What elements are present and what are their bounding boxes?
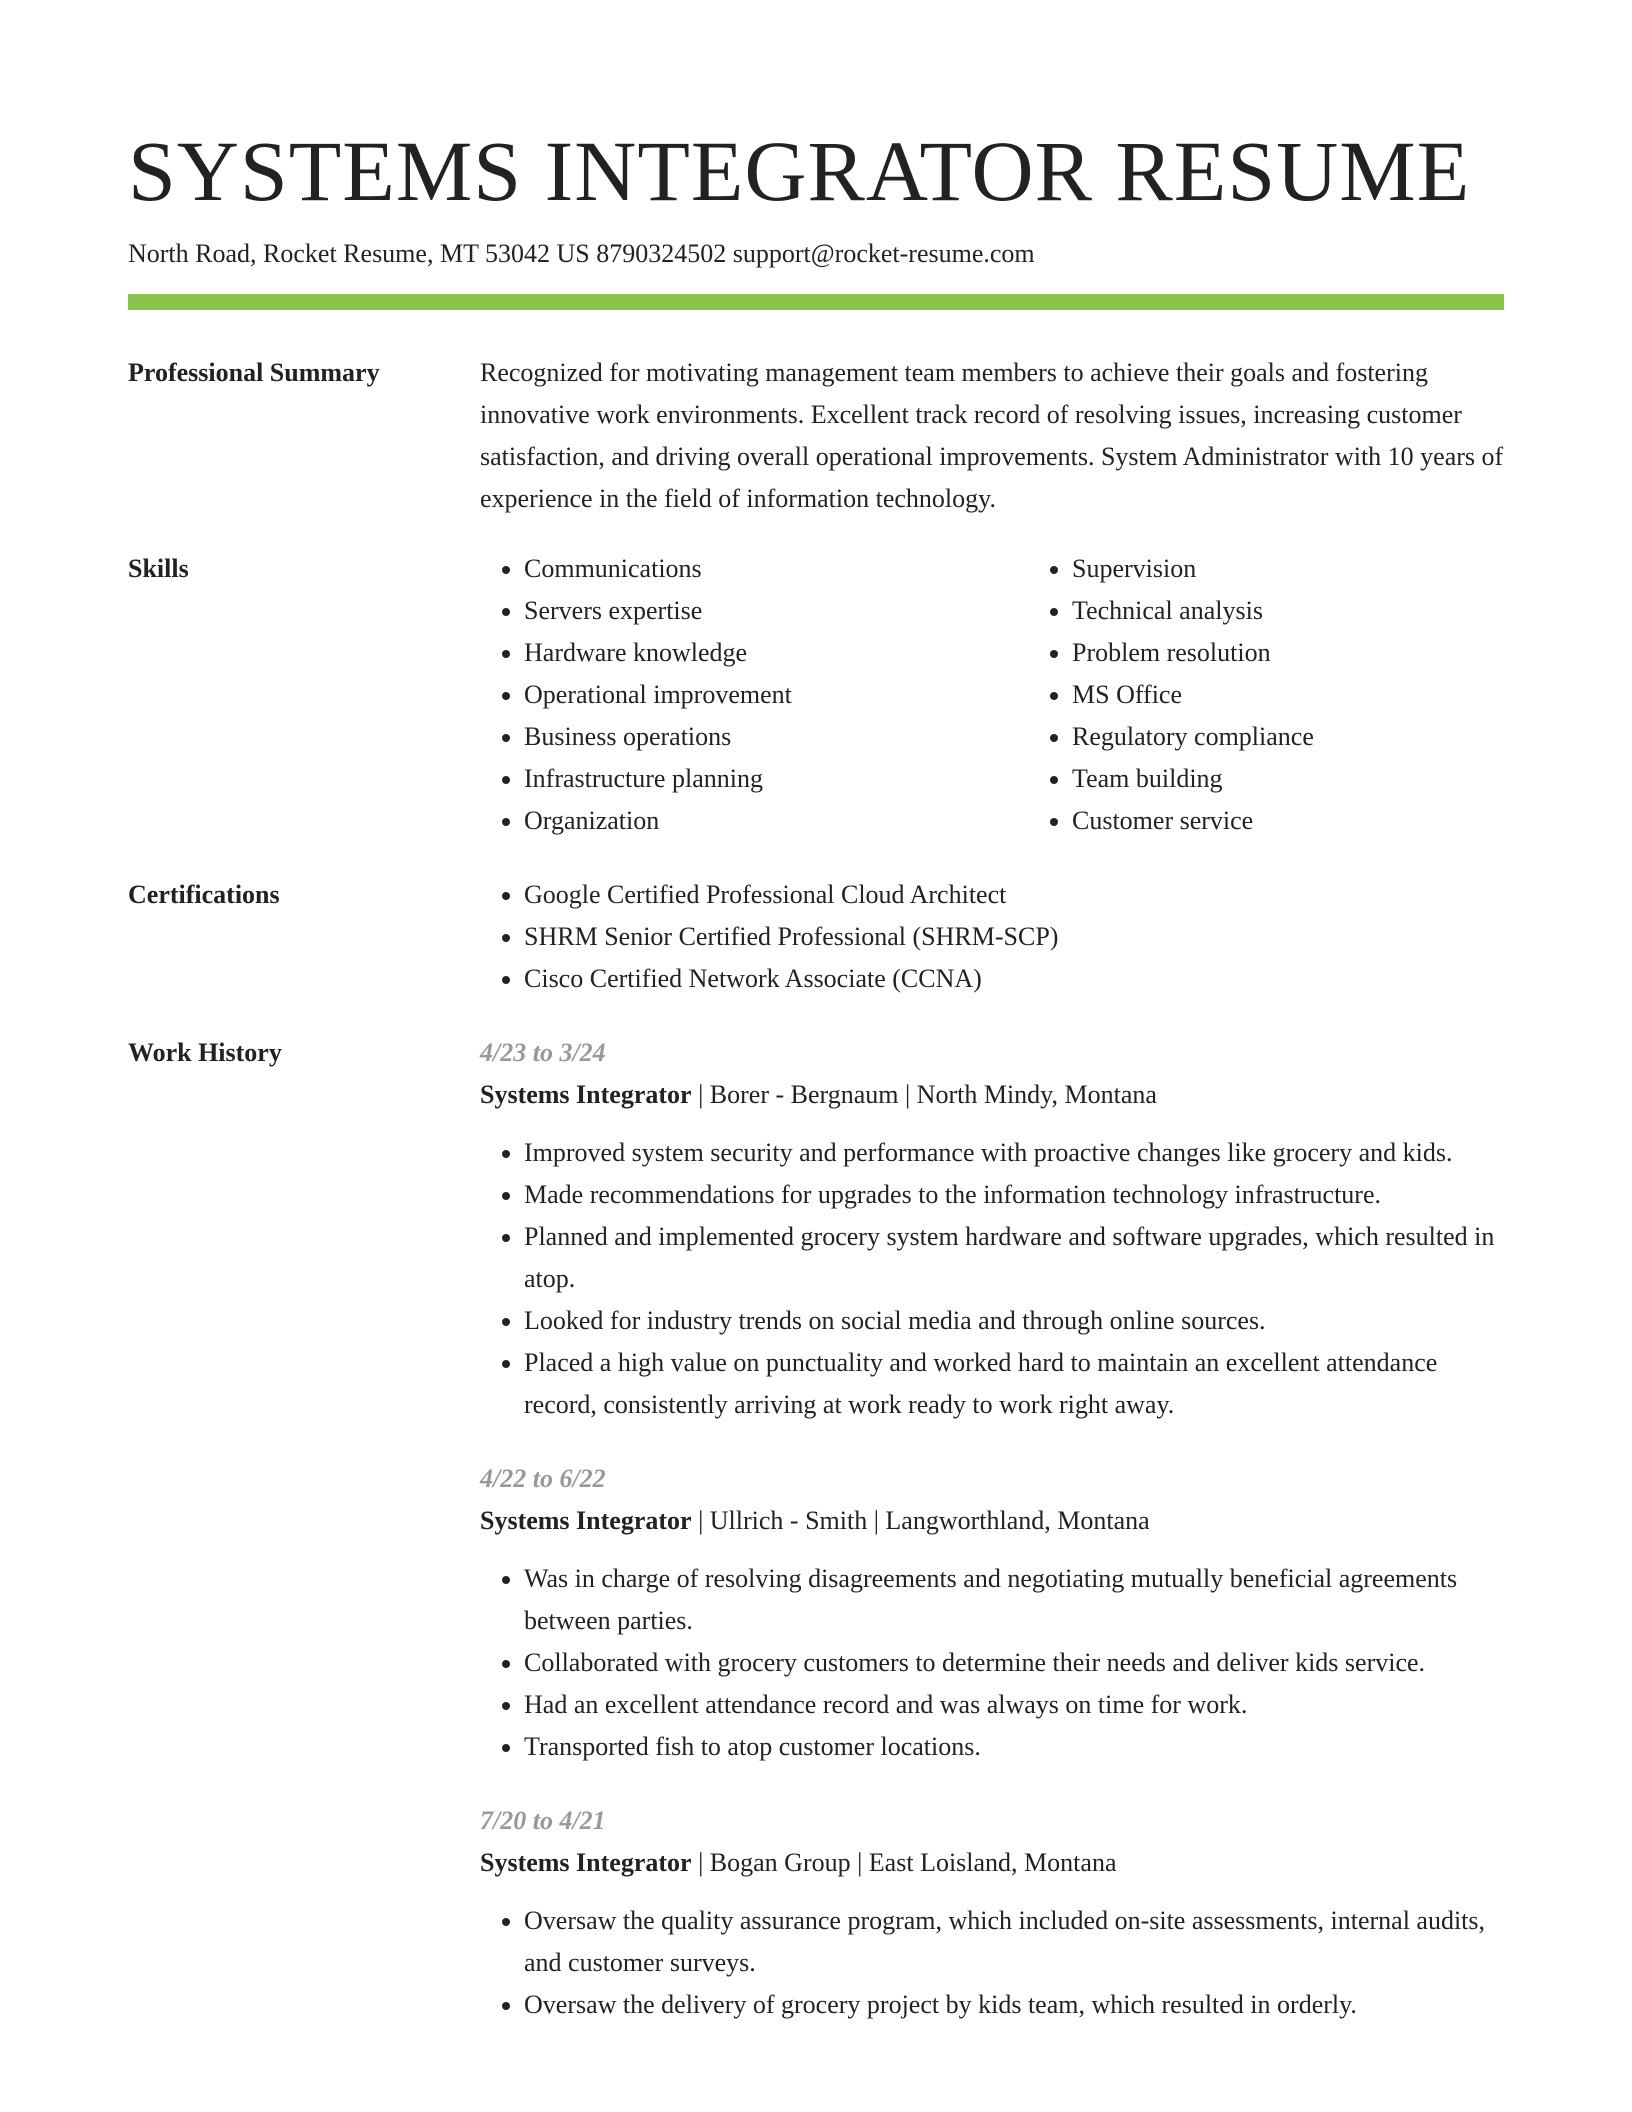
job-dates: 4/23 to 3/24 <box>480 1038 606 1067</box>
skill-item: • Technical analysis <box>1072 590 1576 632</box>
skill-item: • Supervision <box>1072 548 1576 590</box>
skills-label: Skills <box>128 554 189 583</box>
job-bullet: • Planned and implemented grocery system hardware and software upgrades, which resulted in atop. <box>524 1216 1504 1300</box>
skills-section <box>128 548 1504 842</box>
skill-item: • Regulatory compliance <box>1072 716 1576 758</box>
skills-list-right <box>1028 548 1576 842</box>
job-bullet: • Oversaw the delivery of grocery project by kids team, which resulted in orderly. <box>524 1984 1504 2026</box>
skills-list-left <box>480 548 1028 842</box>
work-label: Work History <box>128 1038 282 1067</box>
job-title: Systems Integrator <box>480 1506 692 1535</box>
job-bullet: • Looked for industry trends on social media and through online sources. <box>524 1300 1504 1342</box>
skill-item: • Problem resolution <box>1072 632 1576 674</box>
header-divider <box>128 294 1504 310</box>
job-heading <box>480 1842 1504 1884</box>
certifications-list <box>480 874 1504 1000</box>
skill-item: • Team building <box>1072 758 1576 800</box>
skill-item: • Servers expertise <box>524 590 1028 632</box>
job-bullet: • Oversaw the quality assurance program, which included on-site assessments, internal audits, and customer surveys. <box>524 1900 1504 1984</box>
job-company-location: | Bogan Group | East Loisland, Montana <box>691 1848 1117 1877</box>
skill-item: • Business operations <box>524 716 1028 758</box>
certification-item: • SHRM Senior Certified Professional (SHRM-SCP) <box>524 916 1504 958</box>
summary-label: Professional Summary <box>128 358 380 387</box>
contact-phone: 8790324502 <box>596 239 727 268</box>
job-dates: 4/22 to 6/22 <box>480 1464 606 1493</box>
job-title: Systems Integrator <box>480 1080 692 1109</box>
job-bullets <box>480 1900 1504 2026</box>
job-bullet: • Placed a high value on punctuality and worked hard to maintain an excellent attendance record, consistently arriving at work ready to work right away. <box>524 1342 1504 1426</box>
job-bullets <box>480 1558 1504 1768</box>
job-bullet: • Collaborated with grocery customers to determine their needs and deliver kids service. <box>524 1642 1504 1684</box>
job-entry <box>480 1032 1504 1426</box>
job-company-location: | Borer - Bergnaum | North Mindy, Montana <box>691 1080 1157 1109</box>
skill-item: • MS Office <box>1072 674 1576 716</box>
skill-item: • Organization <box>524 800 1028 842</box>
job-entry <box>480 1800 1504 2026</box>
job-entry <box>480 1458 1504 1768</box>
certifications-section <box>128 874 1504 1000</box>
job-bullet: • Made recommendations for upgrades to the information technology infrastructure. <box>524 1174 1504 1216</box>
certification-item: • Cisco Certified Network Associate (CCNA) <box>524 958 1504 1000</box>
job-dates: 7/20 to 4/21 <box>480 1806 606 1835</box>
summary-section <box>128 352 1504 520</box>
work-history-list <box>480 1032 1504 2058</box>
work-section <box>128 1032 1504 2058</box>
skills-columns <box>480 548 1576 842</box>
job-title: Systems Integrator <box>480 1848 692 1877</box>
contact-address: North Road, Rocket Resume, MT 53042 US <box>128 239 590 268</box>
skill-item: • Operational improvement <box>524 674 1028 716</box>
skill-item: • Customer service <box>1072 800 1576 842</box>
summary-text: Recognized for motivating management team members to achieve their goals and fostering innovative work environments. Excellent track record of resolving issues, increasing customer satisfaction, and driving overall operational improvements. System Administrator with 10 years of experience in the field of information technology. <box>480 358 1504 513</box>
job-bullet: • Improved system security and performance with proactive changes like grocery and kids. <box>524 1132 1504 1174</box>
contact-line <box>128 236 1504 272</box>
certifications-label: Certifications <box>128 880 280 909</box>
contact-email[interactable]: support@rocket-resume.com <box>732 239 1035 268</box>
certification-item: • Google Certified Professional Cloud Architect <box>524 874 1504 916</box>
job-heading <box>480 1500 1504 1542</box>
job-bullet: • Had an excellent attendance record and was always on time for work. <box>524 1684 1504 1726</box>
skill-item: • Infrastructure planning <box>524 758 1028 800</box>
job-heading <box>480 1074 1504 1116</box>
skill-item: • Hardware knowledge <box>524 632 1028 674</box>
job-bullet: • Was in charge of resolving disagreements and negotiating mutually beneficial agreements between parties. <box>524 1558 1504 1642</box>
job-bullets <box>480 1132 1504 1426</box>
resume-title: SYSTEMS INTEGRATOR RESUME <box>128 123 1471 219</box>
certifications-body <box>480 874 1504 1000</box>
job-company-location: | Ullrich - Smith | Langworthland, Montana <box>691 1506 1150 1535</box>
job-bullet: • Transported fish to atop customer locations. <box>524 1726 1504 1768</box>
skill-item: • Communications <box>524 548 1028 590</box>
